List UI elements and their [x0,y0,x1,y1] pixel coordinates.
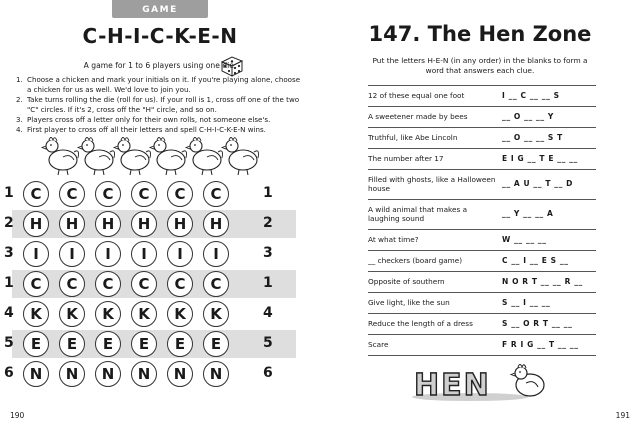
clue-row [368,200,596,230]
letter-circle[interactable]: C [167,271,193,297]
rule-number: 1. [16,75,23,84]
row-number-right: 2 [263,215,273,231]
chickens-illustration [38,130,284,176]
letter-circle[interactable]: K [95,301,121,327]
letter-circle[interactable]: N [131,361,157,387]
letter-circle[interactable]: C [59,271,85,297]
chicken-icon [114,138,151,176]
clue-question: 12 of these equal one foot [368,91,465,100]
letter-circle[interactable]: H [131,211,157,237]
chicken-icon [150,138,187,176]
clue-row [368,230,596,251]
rule-item [16,115,306,125]
hen-art-text: HEN [414,368,491,403]
clue-row [368,107,596,128]
rule-item [16,95,306,115]
row-number-right: 5 [263,335,273,351]
rule-number: 2. [16,95,23,104]
letter-circle[interactable]: E [95,331,121,357]
clue-question: Filled with ghosts, like a Halloween house [368,174,496,193]
letter-circle[interactable]: H [203,211,229,237]
row-number-left: 1 [4,275,14,291]
row-number-right: 6 [263,365,273,381]
row-number-right: 3 [263,245,273,261]
letter-circle[interactable]: K [131,301,157,327]
page-number-left: 190 [10,411,25,420]
letter-circle[interactable]: C [131,181,157,207]
clue-answer-blanks[interactable]: C __ I __ E S __ [502,255,569,265]
row-number-left: 5 [4,335,14,351]
row-number-left: 1 [4,185,14,201]
grid-row [0,299,320,329]
game-title: C-H-I-C-K-E-N [82,24,238,48]
letter-circle[interactable]: K [23,301,49,327]
clue-question: At what time? [368,234,419,244]
row-number-right: 4 [263,305,273,321]
row-number-left: 4 [4,305,14,321]
letter-circle[interactable]: C [95,181,121,207]
clue-row [368,314,596,335]
clue-question: Reduce the length of a dress [368,318,473,328]
clue-answer-blanks[interactable]: __ A U __ T __ D [502,179,574,189]
row-number-left: 2 [4,215,14,231]
letter-circle[interactable]: I [131,241,157,267]
clue-row [368,149,596,170]
clue-question: Scare [368,339,389,349]
row-number-left: 6 [4,365,14,381]
clue-row [368,272,596,293]
clue-answer-blanks[interactable]: E I G __ T E __ __ [502,153,578,163]
puzzle-title: 147. The Hen Zone [368,22,592,46]
row-number-right: 1 [263,185,273,201]
grid-row [0,209,320,239]
grid-row [0,239,320,269]
letter-circle[interactable]: E [203,331,229,357]
letter-circle[interactable]: N [203,361,229,387]
right-page [320,0,640,428]
chicken-icon [42,138,79,176]
letter-circle[interactable]: N [23,361,49,387]
clue-row [368,85,596,107]
clue-question: The number after 17 [368,153,444,163]
letter-circle[interactable]: C [167,181,193,207]
rules-list [16,75,306,135]
clue-answer-blanks[interactable]: S __ I __ __ [502,297,551,307]
clue-answer-blanks[interactable]: S __ O R T __ __ [502,318,573,328]
letter-circle[interactable]: I [167,241,193,267]
clue-question: A sweetener made by bees [368,111,468,121]
letter-circle[interactable]: C [95,271,121,297]
hen-word-art [408,355,548,403]
row-number-right: 1 [263,275,273,291]
letter-circle[interactable]: I [203,241,229,267]
rule-text: Choose a chicken and mark your initials on it. If you're playing alone, choose a chicken for us as well. We'd love to join you. [27,75,301,94]
clue-answer-blanks[interactable]: __ O __ __ Y [502,111,554,121]
letter-circle[interactable]: C [23,181,49,207]
letter-circle[interactable]: E [167,331,193,357]
letter-circle[interactable]: N [59,361,85,387]
chicken-icon [222,138,259,176]
rule-number: 4. [16,125,23,134]
clue-row [368,293,596,314]
letter-circle[interactable]: H [95,211,121,237]
clue-question: A wild animal that makes a laughing sound [368,204,468,223]
rule-number: 3. [16,115,23,124]
letter-circle[interactable]: K [167,301,193,327]
clue-question: Give light, like the sun [368,297,450,307]
clue-answer-blanks[interactable]: __ O __ __ S T [502,132,563,142]
letter-circle[interactable]: N [167,361,193,387]
letter-circle[interactable]: H [23,211,49,237]
clue-list [368,85,596,356]
letter-circle[interactable]: H [167,211,193,237]
clue-row [368,170,596,200]
letter-circle[interactable]: I [23,241,49,267]
clue-answer-blanks[interactable]: I __ C __ __ S [502,91,560,100]
row-number-left: 3 [4,245,14,261]
letter-circle[interactable]: C [131,271,157,297]
clue-question: Truthful, like Abe Lincoln [368,132,458,142]
clue-answer-blanks[interactable]: W __ __ __ [502,234,547,244]
rule-item [16,75,306,95]
puzzle-instructions: Put the letters H-E-N (in any order) in the blanks to form a word that answers each clue. [372,56,588,75]
rule-text: Players cross off a letter only for their own rolls, not someone else's. [27,115,271,124]
clue-row [368,335,596,356]
letter-circle[interactable]: I [59,241,85,267]
grid-row [0,179,320,209]
rule-text: First player to cross off all their letters and spell C-H-I-C-K-E-N wins. [27,125,266,134]
clue-answer-blanks[interactable]: F R I G __ T __ __ [502,339,579,349]
letter-circle[interactable]: H [59,211,85,237]
grid-row [0,329,320,359]
letter-circle[interactable]: N [95,361,121,387]
letter-circle[interactable]: C [59,181,85,207]
clue-row [368,251,596,272]
hen-icon [511,365,544,397]
clue-row [368,128,596,149]
clue-answer-blanks[interactable]: __ Y __ __ A [502,209,554,219]
letter-circle[interactable]: E [23,331,49,357]
page-number-right: 191 [615,411,630,420]
rule-text: Take turns rolling the die (roll for us). If your roll is 1, cross off one of the two "C" circles. If it's 2, cross off the "H" circle, and so on. [27,95,300,114]
letter-circle[interactable]: K [203,301,229,327]
chicken-grid [0,179,320,389]
game-intro: A game for 1 to 6 players using one die. [83,61,237,70]
clue-question: __ checkers (board game) [368,255,463,265]
letter-circle[interactable]: C [203,271,229,297]
letter-circle[interactable]: E [131,331,157,357]
letter-circle[interactable]: I [95,241,121,267]
letter-circle[interactable]: K [59,301,85,327]
chicken-icon [78,138,115,176]
chicken-icon [186,138,223,176]
letter-circle[interactable]: E [59,331,85,357]
clue-question: Opposite of southern [368,276,445,286]
grid-row [0,359,320,389]
section-tab: GAME [112,0,208,18]
letter-circle[interactable]: C [203,181,229,207]
grid-row [0,269,320,299]
letter-circle[interactable]: C [23,271,49,297]
clue-answer-blanks[interactable]: N O R T __ __ R __ [502,276,583,286]
